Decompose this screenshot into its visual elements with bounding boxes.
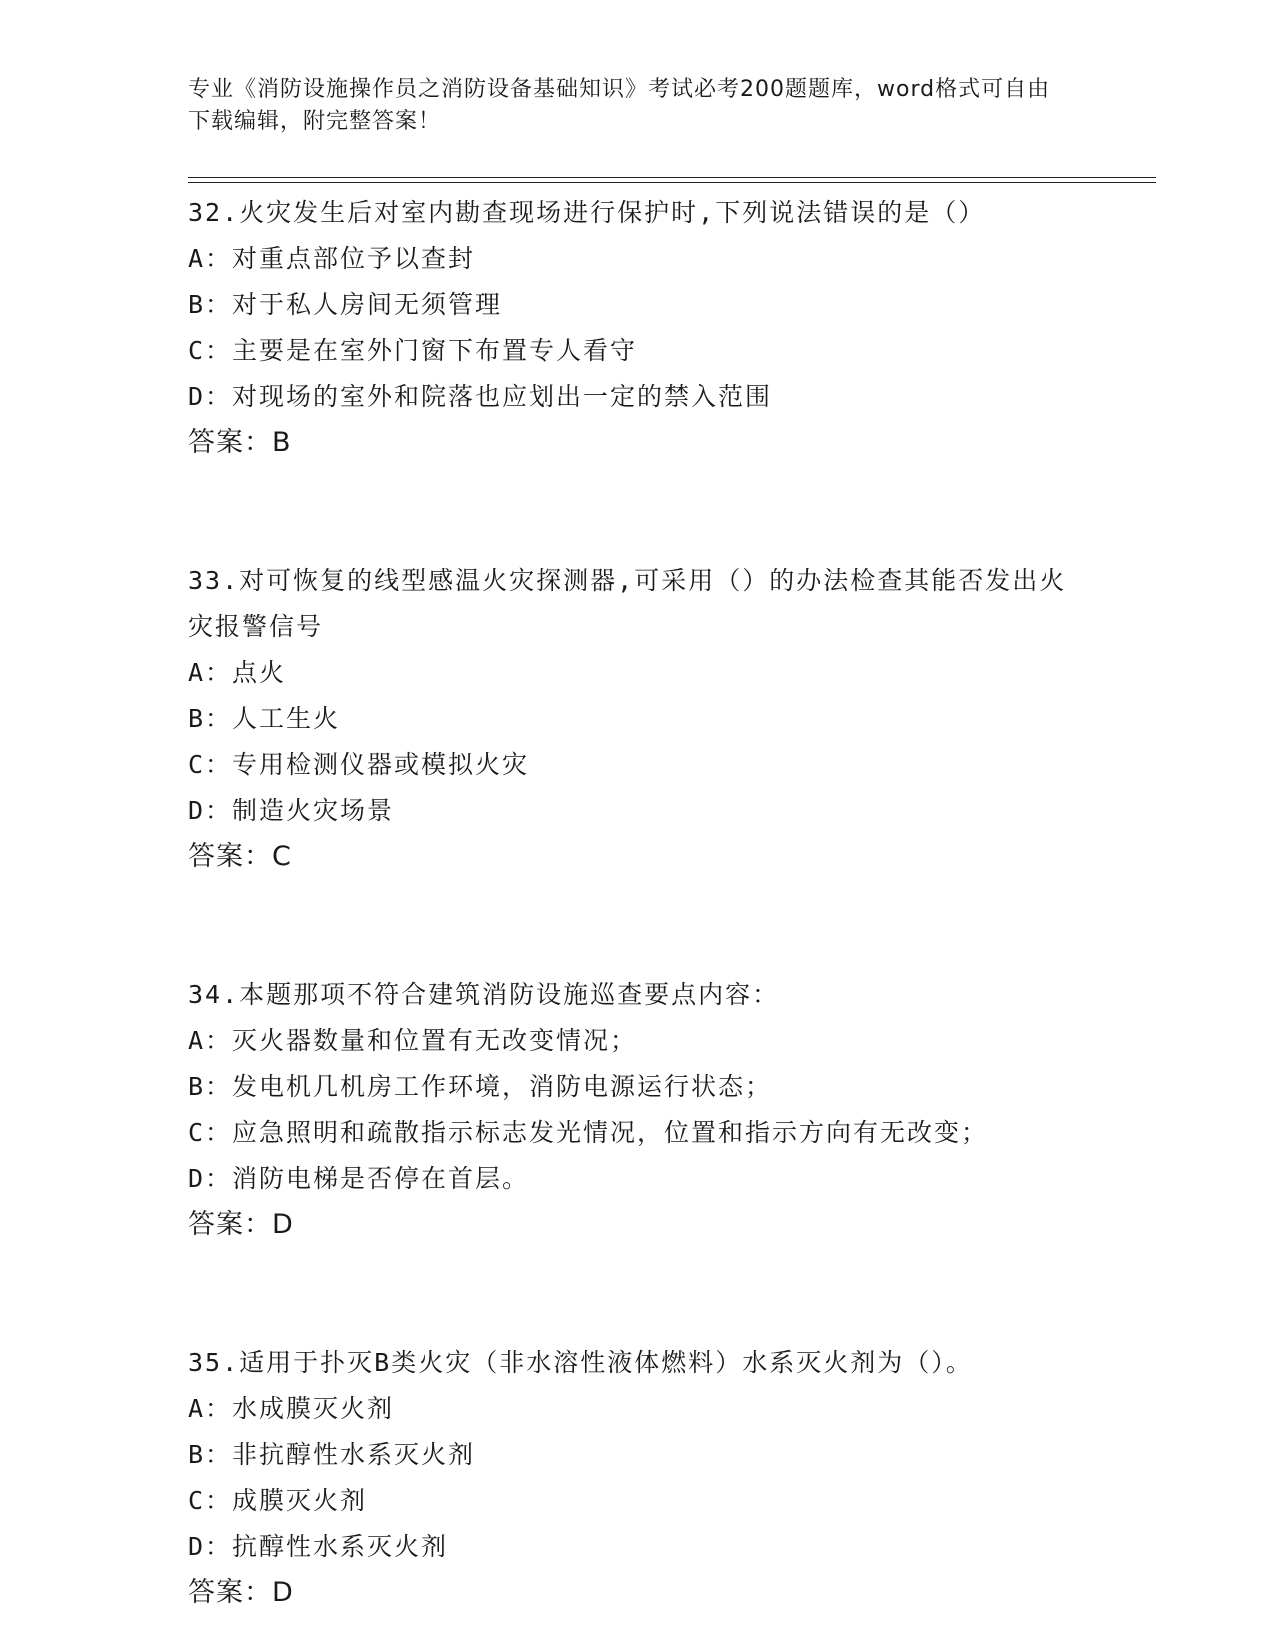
answer-label: 答案：B xyxy=(188,427,292,458)
question-spacer xyxy=(188,1248,1088,1340)
option-a: A：灭火器数量和位置有无改变情况； xyxy=(188,1026,638,1055)
option-d: D：抗醇性水系灭火剂 xyxy=(188,1532,449,1561)
option-c: C：主要是在室外门窗下布置专人看守 xyxy=(188,336,638,365)
option-d: D：制造火灾场景 xyxy=(188,796,395,825)
header-divider-bottom xyxy=(188,182,1156,183)
document-header: 专业《消防设施操作员之消防设备基础知识》考试必考200题题库，word格式可自由下载编辑，附完整答案！ xyxy=(188,77,1051,134)
question-spacer xyxy=(188,466,1088,558)
option-c: C：成膜灭火剂 xyxy=(188,1486,368,1515)
option-a: A：点火 xyxy=(188,658,287,687)
question-stem: 34.本题那项不符合建筑消防设施巡查要点内容： xyxy=(188,980,780,1009)
option-b: B：人工生火 xyxy=(188,704,341,733)
header-divider-top xyxy=(188,177,1156,178)
option-a: A：对重点部位予以查封 xyxy=(188,244,476,273)
question-spacer xyxy=(188,880,1088,972)
question-34 xyxy=(188,972,1088,1248)
option-b: B：非抗醇性水系灭火剂 xyxy=(188,1440,476,1469)
answer-label: 答案：D xyxy=(188,1209,294,1240)
question-stem: 32.火灾发生后对室内勘查现场进行保护时,下列说法错误的是（） xyxy=(188,198,986,227)
option-a: A：水成膜灭火剂 xyxy=(188,1394,395,1423)
answer-label: 答案：D xyxy=(188,1577,294,1608)
answer-label: 答案：C xyxy=(188,841,292,872)
option-c: C：专用检测仪器或模拟火灾 xyxy=(188,750,530,779)
question-33 xyxy=(188,558,1088,880)
question-32 xyxy=(188,190,1088,466)
option-d: D：消防电梯是否停在首层。 xyxy=(188,1164,530,1193)
option-b: B：发电机几机房工作环境，消防电源运行状态； xyxy=(188,1072,773,1101)
question-stem: 33.对可恢复的线型感温火灾探测器,可采用（）的办法检查其能否发出火灾报警信号 xyxy=(188,566,1067,641)
question-list xyxy=(188,190,1088,1616)
option-c: C：应急照明和疏散指示标志发光情况，位置和指示方向有无改变； xyxy=(188,1118,989,1147)
option-d: D：对现场的室外和院落也应划出一定的禁入范围 xyxy=(188,382,773,411)
question-35 xyxy=(188,1340,1088,1616)
option-b: B：对于私人房间无须管理 xyxy=(188,290,503,319)
question-stem: 35.适用于扑灭B类火灾（非水溶性液体燃料）水系灭火剂为（）。 xyxy=(188,1348,973,1377)
